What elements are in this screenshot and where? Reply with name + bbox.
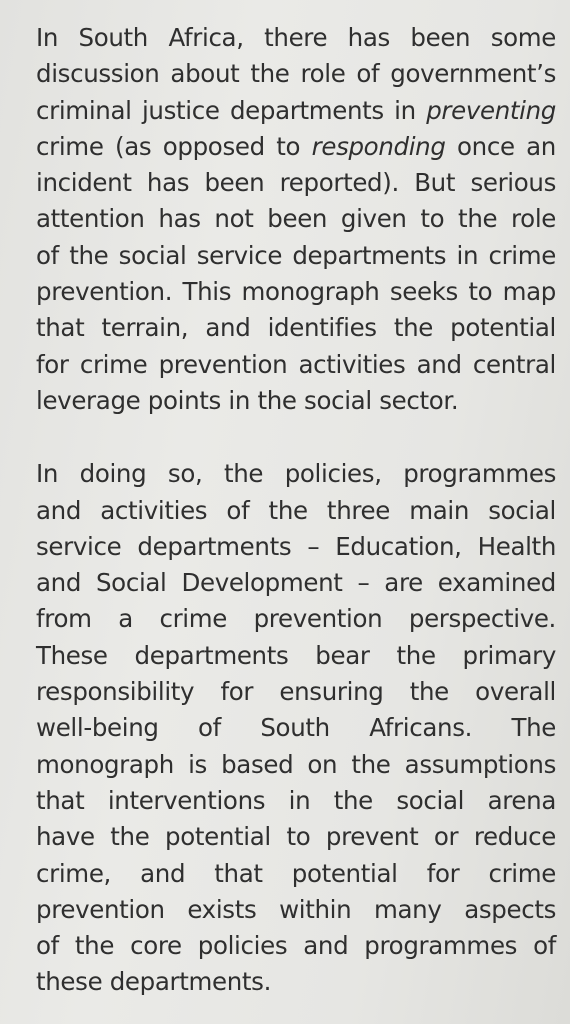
text-line xyxy=(36,20,556,56)
text-line xyxy=(36,129,556,165)
text-run: from a crime prevention perspective. xyxy=(36,604,556,634)
text-run: have the potential to prevent or reduce xyxy=(36,822,556,852)
text-line xyxy=(36,710,556,746)
text-run: these departments. xyxy=(36,967,272,997)
text-run: incident has been reported). But serious xyxy=(36,168,556,198)
text-line xyxy=(36,93,556,129)
text-run: that interventions in the social arena xyxy=(36,785,556,815)
text-line xyxy=(36,601,556,637)
text-run: well-being of South Africans. The xyxy=(36,713,556,743)
text-run: In doing so, the policies, programmes xyxy=(36,459,556,489)
text-run: monograph is based on the assumptions xyxy=(36,749,556,779)
text-line xyxy=(36,347,556,383)
text-line xyxy=(36,747,556,783)
text-line xyxy=(36,456,556,492)
text-run: for crime prevention activities and central xyxy=(36,349,556,379)
text-run: responsibility for ensuring the overall xyxy=(36,677,556,707)
text-line xyxy=(36,493,556,529)
text-line xyxy=(36,529,556,565)
paragraph-gap xyxy=(36,419,556,456)
text-run: crime, and that potential for crime xyxy=(36,858,556,888)
text-run: of the social service departments in crime xyxy=(36,240,556,270)
text-line xyxy=(36,674,556,710)
text-line xyxy=(36,310,556,346)
text-line xyxy=(36,274,556,310)
text-line xyxy=(36,638,556,674)
text-run: attention has not been given to the role xyxy=(36,204,556,234)
text-run: crime (as opposed to xyxy=(36,131,312,161)
text-run: of the core policies and programmes of xyxy=(36,931,556,961)
text-run: discussion about the role of government’s xyxy=(36,59,556,89)
text-line xyxy=(36,56,556,92)
paragraph-2 xyxy=(36,456,556,1000)
text-line xyxy=(36,238,556,274)
italic-text-run: preventing xyxy=(426,95,556,125)
text-line xyxy=(36,928,556,964)
text-run: leverage points in the social sector. xyxy=(36,385,459,415)
text-run: These departments bear the primary xyxy=(36,640,556,670)
text-line xyxy=(36,819,556,855)
paragraph-1 xyxy=(36,20,556,419)
text-run: and Social Development – are examined xyxy=(36,568,556,598)
text-run: and activities of the three main social xyxy=(36,495,556,525)
text-run: prevention. This monograph seeks to map xyxy=(36,277,556,307)
text-line xyxy=(36,201,556,237)
text-run: criminal justice departments in xyxy=(36,95,427,125)
text-line xyxy=(36,783,556,819)
italic-text-run: responding xyxy=(311,131,446,161)
text-run: In South Africa, there has been some xyxy=(36,23,556,52)
text-line xyxy=(36,964,556,1000)
text-run: that terrain, and identifies the potential xyxy=(36,313,556,343)
text-run: service departments – Education, Health xyxy=(36,531,556,561)
text-run: once an xyxy=(445,131,556,161)
text-line xyxy=(36,165,556,201)
text-run: prevention exists within many aspects xyxy=(36,894,556,924)
text-line xyxy=(36,565,556,601)
text-line xyxy=(36,892,556,928)
text-line xyxy=(36,856,556,892)
text-line xyxy=(36,383,556,419)
